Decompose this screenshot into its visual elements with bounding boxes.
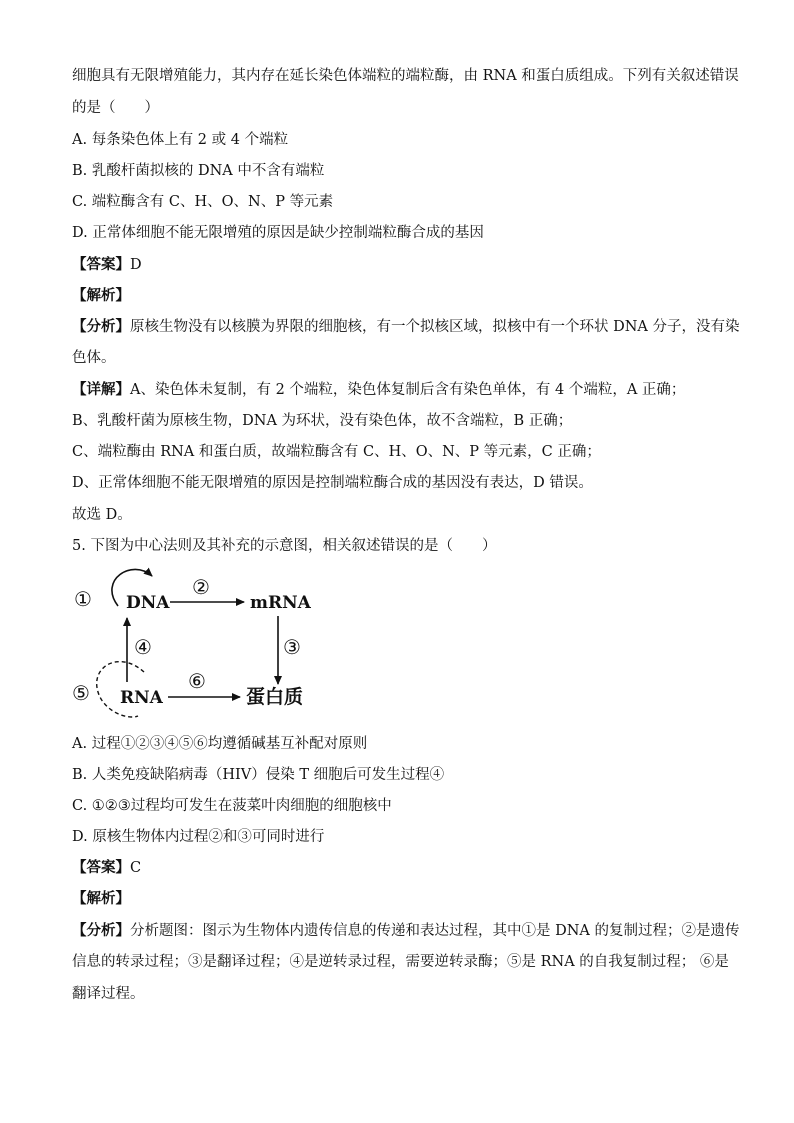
q5-answer-value: C [130, 860, 142, 876]
q4-option-a: A. 每条染色体上有 2 或 4 个端粒 [72, 132, 289, 148]
q4-detail-text-a: A、染色体未复制，有 2 个端粒，染色体复制后含有染色单体，有 4 个端粒，A 正确； [130, 382, 686, 398]
q4-stem-line1: 细胞具有无限增殖能力，其内存在延长染色体端粒的端粒酶，由 RNA 和蛋白质组成。下列有关叙述错误 [72, 68, 739, 84]
q4-option-d: D. 正常体细胞不能无限增殖的原因是缺少控制端粒酶合成的基因 [72, 225, 484, 241]
q5-fenxi-tag: 【分析】 [72, 922, 130, 939]
label-6: ⑥ [188, 669, 206, 693]
label-1: ① [74, 587, 92, 611]
q5-option-d: D. 原核生物体内过程②和③可同时进行 [72, 829, 325, 845]
central-dogma-diagram [60, 560, 320, 725]
q4-fenxi-line2: 色体。 [72, 350, 116, 366]
q5-stem: 5. 下图为中心法则及其补充的示意图，相关叙述错误的是（ ） [72, 538, 497, 554]
q5-option-b: B. 人类免疫缺陷病毒（HIV）侵染 T 细胞后可发生过程④ [72, 767, 445, 783]
q5-option-a: A. 过程①②③④⑤⑥均遵循碱基互补配对原则 [72, 736, 368, 752]
q4-detail-line2: B、乳酸杆菌为原核生物，DNA 为环状，没有染色体，故不含端粒，B 正确； [72, 413, 573, 429]
q4-fenxi-tag: 【分析】 [72, 318, 130, 335]
q5-answer [72, 858, 141, 878]
q5-answer-tag: 【答案】 [72, 859, 130, 876]
label-5: ⑤ [72, 681, 90, 705]
q4-conclusion: 故选 D。 [72, 507, 132, 523]
q4-answer-value: D [130, 257, 142, 273]
q4-detail-tag: 【详解】 [72, 381, 130, 398]
q5-option-c: C. ①②③过程均可发生在菠菜叶肉细胞的细胞核中 [72, 798, 392, 814]
q4-fenxi-text: 原核生物没有以核膜为界限的细胞核，有一个拟核区域，拟核中有一个环状 DNA 分子，没有染 [130, 319, 740, 335]
q4-option-c: C. 端粒酶含有 C、H、O、N、P 等元素 [72, 194, 334, 210]
q4-analysis-title: 【解析】 [72, 287, 130, 304]
node-protein: 蛋白质 [246, 686, 304, 708]
node-dna: DNA [126, 593, 170, 613]
q4-detail-line3: C、端粒酶由 RNA 和蛋白质，故端粒酶含有 C、H、O、N、P 等元素，C 正确； [72, 444, 601, 460]
node-mrna: mRNA [250, 593, 311, 613]
q4-option-b: B. 乳酸杆菌拟核的 DNA 中不含有端粒 [72, 163, 325, 179]
q4-answer-tag: 【答案】 [72, 256, 130, 273]
q4-detail-line4: D、正常体细胞不能无限增殖的原因是控制端粒酶合成的基因没有表达，D 错误。 [72, 475, 593, 491]
label-3: ③ [283, 635, 301, 659]
q4-stem-line2: 的是（ ） [72, 100, 159, 116]
q5-fenxi-line1 [72, 921, 740, 941]
label-2: ② [192, 575, 210, 599]
q5-fenxi-line3: 翻译过程。 [72, 986, 145, 1002]
q4-answer [72, 255, 142, 275]
q4-fenxi-line1 [72, 317, 740, 337]
node-rna: RNA [120, 688, 163, 708]
q5-analysis-title: 【解析】 [72, 890, 130, 907]
label-4: ④ [134, 635, 152, 659]
q4-detail-line1 [72, 380, 685, 400]
q5-fenxi-text: 分析题图：图示为生物体内遗传信息的传递和表达过程，其中①是 DNA 的复制过程；②是遗传 [130, 923, 740, 939]
q5-fenxi-line2: 信息的转录过程；③是翻译过程；④是逆转录过程，需要逆转录酶；⑤是 RNA 的自我复制过程； ⑥是 [72, 954, 729, 970]
